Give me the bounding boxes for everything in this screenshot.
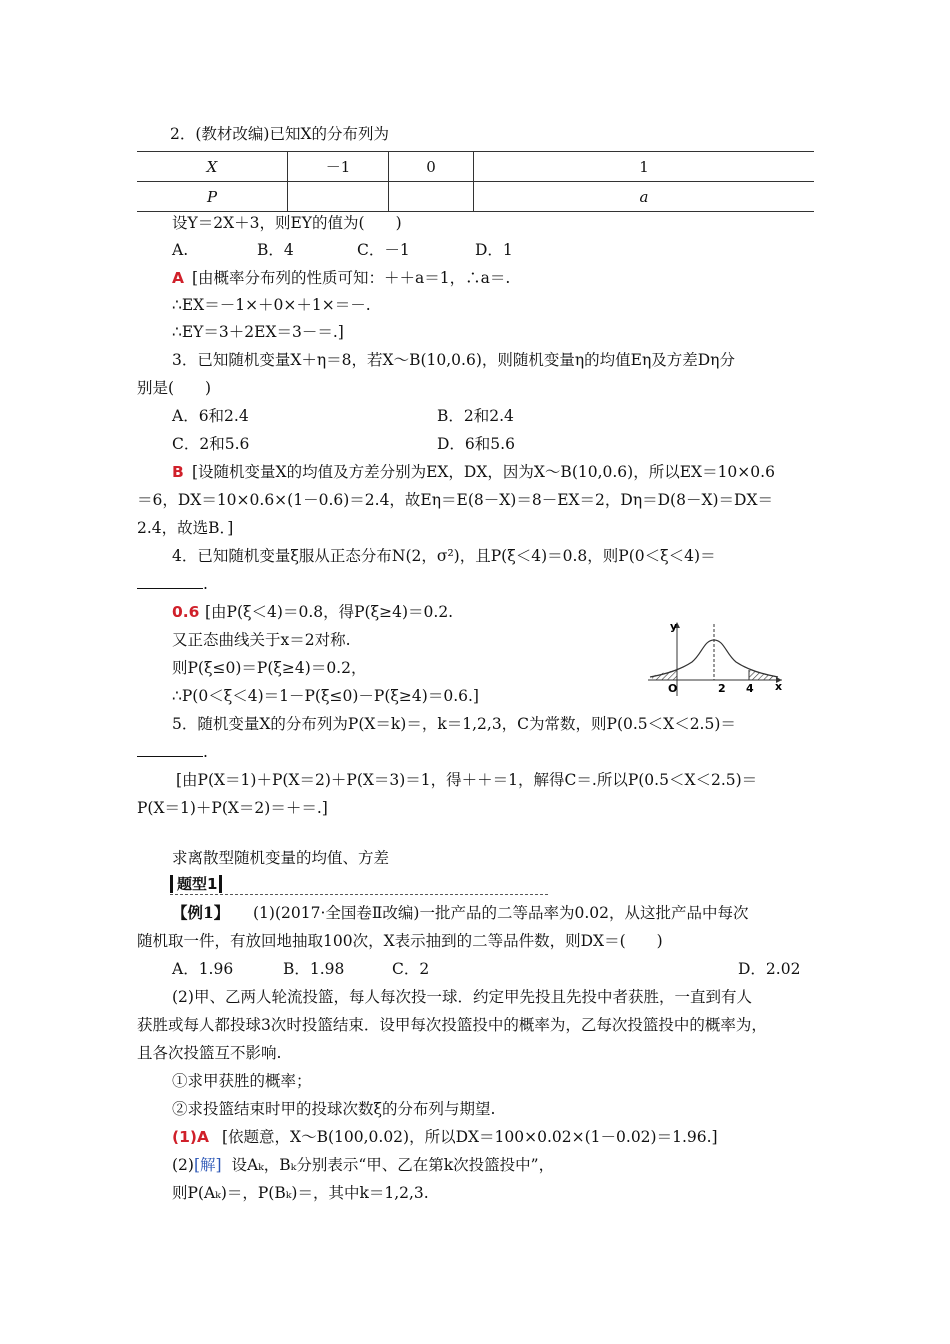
q3-option-c: C．2和5.6 bbox=[172, 435, 250, 453]
example-answer-2 bbox=[172, 1155, 554, 1175]
q2-ask: 设Y＝2X＋3，则EY的值为( ) bbox=[172, 214, 402, 232]
table-cell: －1 bbox=[288, 152, 389, 182]
example-answer-1: (1)A bbox=[172, 1128, 209, 1146]
q3-solution-line: 2.4，故选B．] bbox=[137, 519, 234, 537]
q5-stem: 5．随机变量X的分布列为P(X＝k)＝，k＝1,2,3，C为常数，则P(0.5＜X＜2.5)＝ bbox=[172, 715, 736, 733]
distribution-table bbox=[137, 151, 814, 212]
q2-option-b: B．4 bbox=[257, 241, 294, 259]
tick-label-4: 4 bbox=[746, 682, 754, 695]
q5-blank: . bbox=[137, 742, 208, 762]
example-answer-1-text: [依题意，X～B(100,0.02)，所以DX＝100×0.02×(1－0.02)＝1.96.] bbox=[222, 1128, 718, 1146]
table-header-p: P bbox=[137, 182, 288, 212]
q3-option-a: A．6和2.4 bbox=[172, 407, 249, 425]
table-cell bbox=[389, 182, 474, 212]
section-tag: 题型1 bbox=[170, 875, 222, 893]
q2-option-d: D．1 bbox=[475, 241, 513, 259]
table-cell: 0 bbox=[389, 152, 474, 182]
q4-solution-line: 又正态曲线关于x＝2对称. bbox=[172, 631, 351, 649]
y-axis-label: y bbox=[670, 620, 678, 633]
q2-option-c: C．－1 bbox=[357, 241, 410, 259]
example-question-a: ①求甲获胜的概率； bbox=[172, 1072, 312, 1090]
example-stem: 随机取一件，有放回地抽取100次，X表示抽到的二等品件数，则DX＝( ) bbox=[137, 932, 663, 950]
q2-option-a: A. bbox=[172, 241, 189, 259]
q2-solution-line: ∴EX＝－1×＋0×＋1×＝－. bbox=[172, 296, 371, 314]
example-part2: 获胜或每人都投球3次时投篮结束．设甲每次投篮投中的概率为，乙每次投篮投中的概率为， bbox=[137, 1016, 767, 1034]
x-axis-label: x bbox=[775, 680, 783, 693]
q3-solution-line: ＝6，DX＝10×0.6×(1－0.6)＝2.4，故Eη＝E(8－X)＝8－EX＝2，Dη＝D(8－X)＝DX＝ bbox=[137, 491, 774, 509]
q4-solution-line: ∴P(0＜ξ＜4)＝1－P(ξ≤0)－P(ξ≥4)＝0.6.] bbox=[172, 687, 479, 705]
example-answer-2-line: 则P(Aₖ)＝，P(Bₖ)＝，其中k＝1,2,3. bbox=[172, 1184, 429, 1202]
q5-solution-line: [由P(X＝1)＋P(X＝2)＋P(X＝3)＝1，得＋＋＝1，解得C＝.所以P(0.5＜X＜2.5)＝ bbox=[176, 771, 758, 789]
example-stem: (1)(2017·全国卷Ⅱ改编)一批产品的二等品率为0.02，从这批产品中每次 bbox=[253, 904, 749, 922]
q4-blank: . bbox=[137, 574, 208, 594]
solution-label: [解] bbox=[193, 1156, 222, 1174]
normal-curve-figure bbox=[644, 618, 786, 696]
example-question-b: ②求投篮结束时甲的投球次数ξ的分布列与期望. bbox=[172, 1100, 496, 1118]
table-cell: a bbox=[474, 182, 815, 212]
q3-solution-line: [设随机变量X的均值及方差分别为EX，DX，因为X～B(10,0.6)，所以EX＝10×0.6 bbox=[192, 463, 775, 481]
table-header-x: X bbox=[137, 152, 288, 182]
q2-answer: A bbox=[172, 269, 184, 287]
q2-solution-line: ∴EY＝3＋2EX＝3－＝.] bbox=[172, 323, 344, 341]
q4-answer: 0.6 bbox=[172, 603, 200, 621]
example-option-c: C．2 bbox=[392, 960, 430, 978]
answer-2-prefix: (2) bbox=[172, 1156, 194, 1174]
q3-stem: 3．已知随机变量X＋η＝8，若X～B(10,0.6)，则随机变量η的均值Eη及方差Dη分 bbox=[172, 351, 735, 369]
q3-option-b: B．2和2.4 bbox=[437, 407, 514, 425]
table-cell bbox=[288, 182, 389, 212]
answer-2-text: 设Aₖ，Bₖ分别表示“甲、乙在第k次投篮投中”， bbox=[231, 1156, 555, 1174]
tick-label-2: 2 bbox=[718, 682, 726, 695]
origin-label: O bbox=[668, 682, 678, 695]
example-option-a: A．1.96 bbox=[172, 960, 234, 978]
section-heading: 求离散型随机变量的均值、方差 bbox=[172, 849, 390, 867]
q4-stem: 4．已知随机变量ξ服从正态分布N(2，σ²)，且P(ξ＜4)＝0.8，则P(0＜ξ＜4)＝ bbox=[172, 547, 716, 565]
example-label: 【例1】 bbox=[172, 903, 230, 922]
section-divider bbox=[170, 894, 548, 895]
example-part2: 且各次投篮互不影响. bbox=[137, 1044, 282, 1062]
q4-solution-line: [由P(ξ＜4)＝0.8，得P(ξ≥4)＝0.2. bbox=[205, 603, 454, 621]
q3-answer: B bbox=[172, 463, 184, 481]
example-option-d: D．2.02 bbox=[738, 960, 801, 978]
q3-stem: 别是( ) bbox=[137, 379, 212, 397]
q2-stem: 2．(教材改编)已知X的分布列为 bbox=[170, 125, 389, 143]
example-part2: (2)甲、乙两人轮流投篮，每人每次投一球．约定甲先投且先投中者获胜，一直到有人 bbox=[172, 988, 752, 1006]
q3-option-d: D．6和5.6 bbox=[437, 435, 515, 453]
q5-solution-line: P(X＝1)＋P(X＝2)＝＋＝.] bbox=[137, 799, 328, 817]
table-cell: 1 bbox=[474, 152, 815, 182]
example-option-b: B．1.98 bbox=[283, 960, 345, 978]
q4-solution-line: 则P(ξ≤0)＝P(ξ≥4)＝0.2， bbox=[172, 659, 367, 677]
q2-solution-line: [由概率分布列的性质可知：＋＋a＝1，∴a＝. bbox=[192, 269, 511, 287]
